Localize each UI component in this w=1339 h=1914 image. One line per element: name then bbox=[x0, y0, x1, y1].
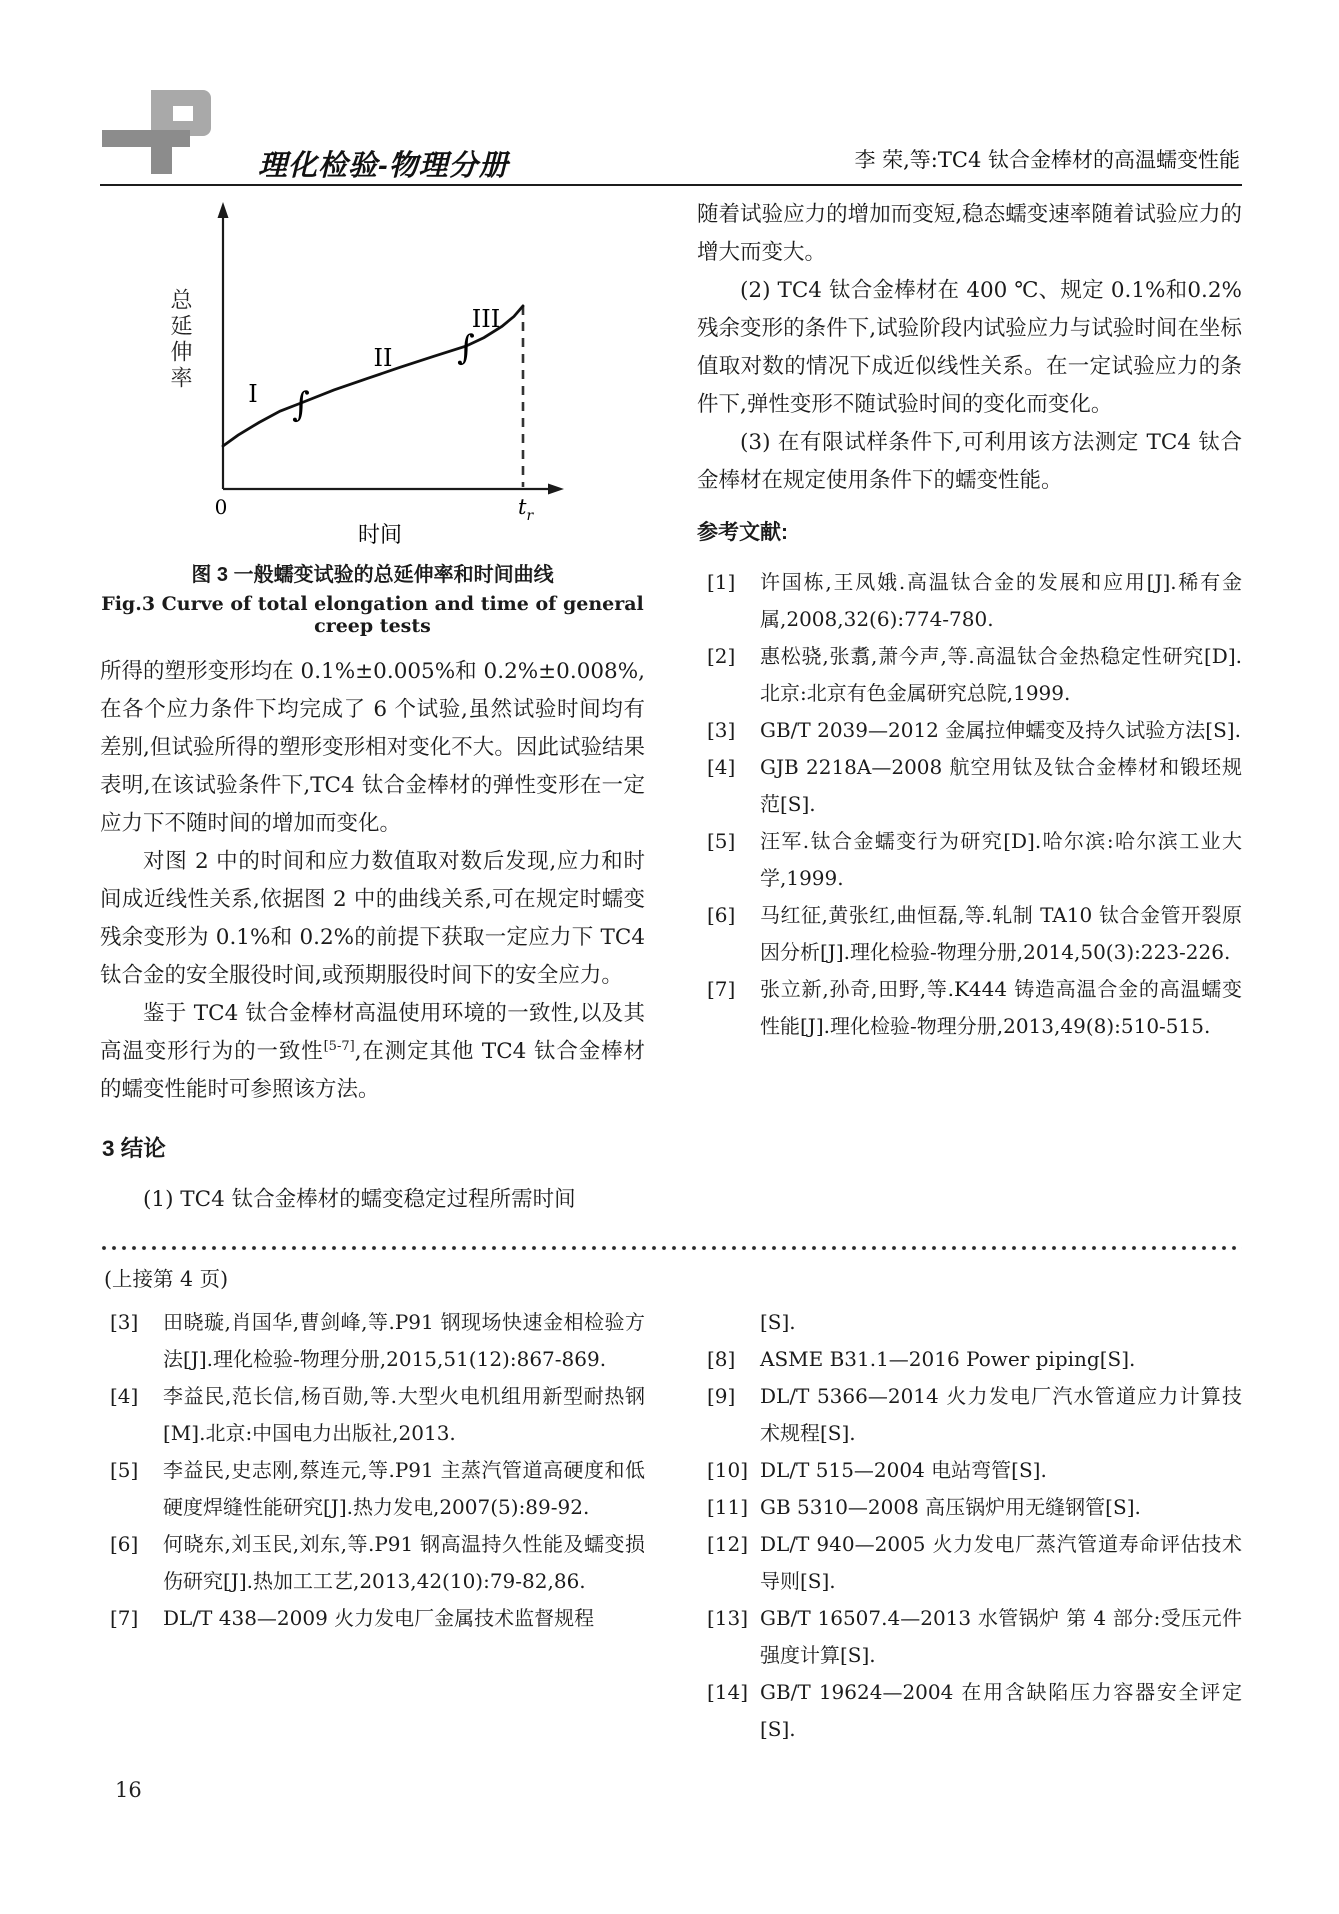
left-column bbox=[100, 196, 645, 1219]
x-origin-label: 0 bbox=[214, 495, 228, 519]
paragraph: 随着试验应力的增加而变短,稳态蠕变速率随着试验应力的增大而变大。 bbox=[697, 202, 1242, 265]
reference-item bbox=[100, 1526, 645, 1600]
reference-item bbox=[697, 1304, 1242, 1341]
right-paragraph-group bbox=[697, 196, 1242, 500]
x-axis-arrow-icon bbox=[548, 484, 564, 495]
reference-item bbox=[697, 1526, 1242, 1600]
reference-text: GJB 2218A—2008 航空用钛及钛合金棒材和锻坯规范[S]. bbox=[760, 755, 1242, 816]
reference-item bbox=[697, 1600, 1242, 1674]
page-header bbox=[100, 98, 1242, 186]
continued-right-column bbox=[697, 1304, 1242, 1748]
rupture-time-label: $t_r$ bbox=[518, 495, 534, 524]
reference-text: 张立新,孙奇,田野,等.K444 铸造高温合金的高温蠕变性能[J].理化检验-物理分册,2013,49(8):510-515. bbox=[760, 977, 1242, 1038]
stage-separator-mark: ∫ bbox=[292, 385, 310, 425]
page-number: 16 bbox=[115, 1778, 142, 1802]
paragraph: 对图 2 中的时间和应力数值取对数后发现,应力和时间成近线性关系,依据图 2 中的曲线关系,可在规定时蠕变残余变形为 0.1%和 0.2%的前提下获取一定应力下 TC4 钛合金的安全服役时间,或预期服役时间下的安全应力。 bbox=[100, 849, 645, 988]
reference-item bbox=[100, 1452, 645, 1526]
figure-caption-cn: 图 3 一般蠕变试验的总延伸率和时间曲线 bbox=[191, 564, 554, 586]
reference-label: [3] bbox=[707, 718, 736, 742]
reference-text: 田晓璇,肖国华,曹剑峰,等.P91 钢现场快速金相检验方法[J].理化检验-物理分册,2015,51(12):867-869. bbox=[163, 1310, 645, 1371]
reference-text: 李益民,史志刚,蔡连元,等.P91 主蒸汽管道高硬度和低硬度焊缝性能研究[J].热力发电,2007(5):89-92. bbox=[163, 1458, 645, 1519]
reference-text: GB 5310—2008 高压锅炉用无缝钢管[S]. bbox=[760, 1495, 1141, 1519]
reference-label: [3] bbox=[110, 1310, 139, 1334]
reference-item bbox=[697, 1341, 1242, 1378]
creep-curve-chart bbox=[128, 196, 588, 548]
reference-item bbox=[697, 971, 1242, 1045]
journal-name: 理化检验-物理分册 bbox=[258, 150, 509, 182]
reference-item bbox=[697, 897, 1242, 971]
stage-separator-mark: ∫ bbox=[457, 328, 475, 368]
reference-text: GB/T 19624—2004 在用含缺陷压力容器安全评定[S]. bbox=[760, 1680, 1242, 1741]
section-heading-conclusion: 3 结论 bbox=[102, 1136, 166, 1161]
reference-item bbox=[697, 1674, 1242, 1748]
reference-text: GB/T 16507.4—2013 水管锅炉 第 4 部分:受压元件强度计算[S]. bbox=[760, 1606, 1242, 1667]
reference-item bbox=[100, 1304, 645, 1378]
reference-text: 许国栋,王凤娥.高温钛合金的发展和应用[J].稀有金属,2008,32(6):774-780. bbox=[760, 570, 1242, 631]
reference-label: [1] bbox=[707, 570, 736, 594]
left-paragraph-group bbox=[100, 653, 645, 995]
reference-text: DL/T 940—2005 火力发电厂蒸汽管道寿命评估技术导则[S]. bbox=[760, 1532, 1242, 1593]
paragraph: (3) 在有限试样条件下,可利用该方法测定 TC4 钛合金棒材在规定使用条件下的蠕变性能。 bbox=[697, 430, 1242, 493]
references-list bbox=[697, 564, 1242, 1045]
reference-item bbox=[697, 712, 1242, 749]
stage-label-2: II bbox=[373, 344, 393, 372]
reference-text: [S]. bbox=[760, 1310, 796, 1334]
reference-label: [8] bbox=[707, 1347, 736, 1371]
reference-label: [7] bbox=[110, 1606, 139, 1630]
reference-label: [11] bbox=[707, 1495, 749, 1519]
citation-superscript: [5-7] bbox=[323, 1038, 355, 1054]
section-divider-dotted-rule bbox=[100, 1244, 1242, 1252]
reference-item bbox=[697, 1378, 1242, 1452]
reference-label: [12] bbox=[707, 1532, 749, 1556]
reference-label: [10] bbox=[707, 1458, 749, 1482]
reference-label: [13] bbox=[707, 1606, 749, 1630]
reference-item bbox=[697, 564, 1242, 638]
reference-label: [4] bbox=[110, 1384, 139, 1408]
reference-label: [2] bbox=[707, 644, 736, 668]
figure-caption-en: Fig.3 Curve of total elongation and time of general creep tests bbox=[101, 593, 644, 637]
reference-text: 马红征,黄张红,曲恒磊,等.轧制 TA10 钛合金管开裂原因分析[J].理化检验-物理分册,2014,50(3):223-226. bbox=[760, 903, 1242, 964]
reference-item bbox=[697, 823, 1242, 897]
reference-label: [5] bbox=[707, 829, 736, 853]
reference-text: DL/T 438—2009 火力发电厂金属技术监督规程 bbox=[163, 1606, 595, 1630]
reference-item bbox=[697, 1489, 1242, 1526]
reference-item bbox=[100, 1600, 645, 1637]
reference-label: [6] bbox=[110, 1532, 139, 1556]
paragraph: 所得的塑形变形均在 0.1%±0.005%和 0.2%±0.008%,在各个应力条件下均完成了 6 个试验,虽然试验时间均有差别,但试验所得的塑形变形相对变化不大。因此试验结果表明,在该试验条件下,TC4 钛合金棒材的弹性变形在一定应力下不随时间的增加而变化。 bbox=[100, 659, 645, 836]
reference-text: 汪军.钛合金蠕变行为研究[D].哈尔滨:哈尔滨工业大学,1999. bbox=[760, 829, 1242, 890]
continued-from-note: (上接第 4 页) bbox=[104, 1267, 229, 1291]
paragraph-text: ,在测定其他 TC4 钛合金棒材的蠕变性能时可参照该方法。 bbox=[100, 1039, 645, 1102]
reference-item bbox=[697, 638, 1242, 712]
right-column bbox=[697, 196, 1242, 1045]
stage-label-3: III bbox=[471, 305, 501, 333]
figure-3-creep-curve bbox=[128, 196, 588, 548]
reference-text: ASME B31.1—2016 Power piping[S]. bbox=[760, 1347, 1136, 1371]
reference-item bbox=[697, 1452, 1242, 1489]
reference-text: 何晓东,刘玉民,刘东,等.P91 钢高温持久性能及蠕变损伤研究[J].热加工工艺,2013,42(10):79-82,86. bbox=[163, 1532, 645, 1593]
paragraph bbox=[100, 995, 645, 1109]
y-axis-arrow-icon bbox=[218, 202, 229, 218]
reference-label: [14] bbox=[707, 1680, 749, 1704]
reference-text: GB/T 2039—2012 金属拉伸蠕变及持久试验方法[S]. bbox=[760, 718, 1241, 742]
reference-label: [5] bbox=[110, 1458, 139, 1482]
reference-text: DL/T 515—2004 电站弯管[S]. bbox=[760, 1458, 1047, 1482]
reference-item bbox=[697, 749, 1242, 823]
paragraph-text: 鉴于 TC4 钛合金棒材高温使用环境的一致性,以及其高温变形行为的一致性 bbox=[100, 1001, 645, 1064]
reference-label: [6] bbox=[707, 903, 736, 927]
running-title: 李 荣,等:TC4 钛合金棒材的高温蠕变性能 bbox=[854, 148, 1240, 172]
paragraph: (2) TC4 钛合金棒材在 400 ℃、规定 0.1%和0.2%残余变形的条件下,试验阶段内试验应力与试验时间在坐标值取对数的情况下成近似线性关系。在一定试验应力的条件下,弹性变形不随试验时间的变化而变化。 bbox=[697, 278, 1242, 417]
figure-x-axis-label: 时间 bbox=[357, 523, 403, 548]
conclusion-first-line: (1) TC4 钛合金棒材的蠕变稳定过程所需时间 bbox=[143, 1187, 576, 1212]
reference-label: [7] bbox=[707, 977, 736, 1001]
journal-logo-p-cross-icon bbox=[96, 88, 246, 180]
reference-text: 惠松骁,张翥,萧今声,等.高温钛合金热稳定性研究[D].北京:北京有色金属研究总院,1999. bbox=[760, 644, 1242, 705]
reference-item bbox=[100, 1378, 645, 1452]
references-heading: 参考文献: bbox=[697, 521, 788, 544]
reference-label: [9] bbox=[707, 1384, 736, 1408]
reference-label: [4] bbox=[707, 755, 736, 779]
stage-label-1: I bbox=[248, 380, 258, 408]
figure-y-axis-label: 总延伸率 bbox=[167, 288, 192, 392]
continued-left-column bbox=[100, 1304, 645, 1637]
reference-text: DL/T 5366—2014 火力发电厂汽水管道应力计算技术规程[S]. bbox=[760, 1384, 1242, 1445]
reference-text: 李益民,范长信,杨百勋,等.大型火电机组用新型耐热钢[M].北京:中国电力出版社,2013. bbox=[163, 1384, 645, 1445]
